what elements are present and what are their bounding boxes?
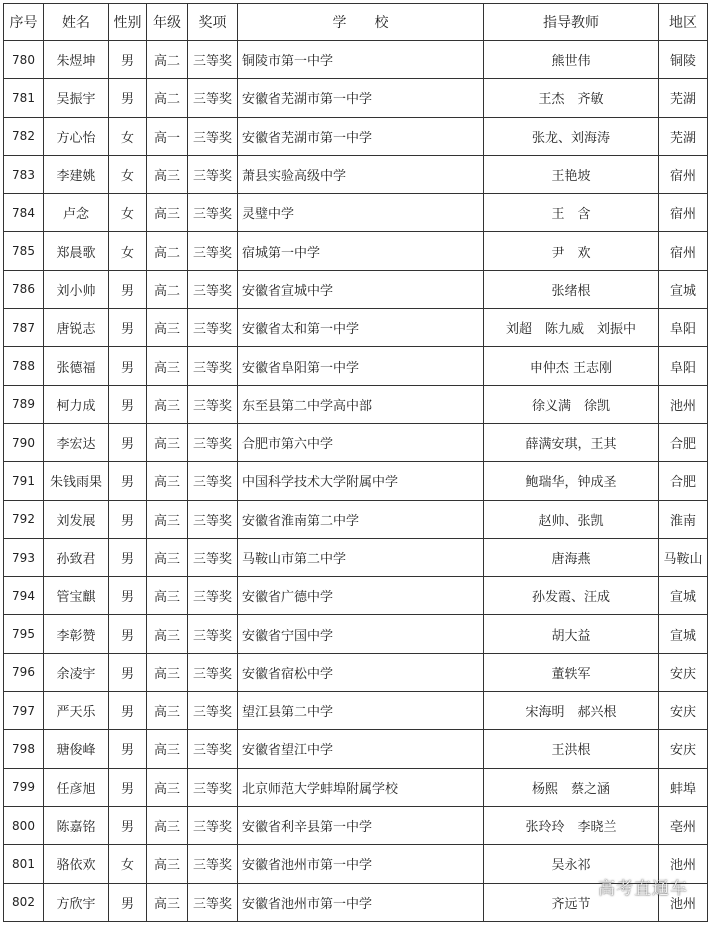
cell-gender: 男 — [109, 423, 147, 461]
cell-teacher: 王艳坡 — [484, 155, 659, 193]
cell-award: 三等奖 — [188, 41, 238, 79]
cell-grade: 高三 — [147, 692, 188, 730]
cell-name: 刘发展 — [44, 500, 109, 538]
cell-no: 787 — [4, 309, 44, 347]
cell-no: 794 — [4, 577, 44, 615]
cell-no: 798 — [4, 730, 44, 768]
cell-no: 789 — [4, 385, 44, 423]
cell-teacher: 张绪根 — [484, 270, 659, 308]
cell-name: 吴振宇 — [44, 79, 109, 117]
cell-name: 严天乐 — [44, 692, 109, 730]
cell-name: 刘小帅 — [44, 270, 109, 308]
cell-school: 安徽省宿松中学 — [238, 653, 484, 691]
cell-gender: 女 — [109, 155, 147, 193]
cell-grade: 高三 — [147, 347, 188, 385]
cell-name: 李建姚 — [44, 155, 109, 193]
table-row — [4, 653, 708, 691]
cell-grade: 高二 — [147, 41, 188, 79]
cell-grade: 高二 — [147, 79, 188, 117]
table-row — [4, 577, 708, 615]
table-row — [4, 538, 708, 576]
cell-gender: 男 — [109, 347, 147, 385]
cell-region: 阜阳 — [659, 347, 708, 385]
cell-award: 三等奖 — [188, 845, 238, 883]
cell-grade: 高三 — [147, 194, 188, 232]
cell-award: 三等奖 — [188, 423, 238, 461]
cell-teacher: 赵帅、张凯 — [484, 500, 659, 538]
header-region: 地区 — [659, 4, 708, 41]
cell-no: 784 — [4, 194, 44, 232]
table-header-row — [4, 4, 708, 41]
cell-name: 郑晨歌 — [44, 232, 109, 270]
cell-no: 790 — [4, 423, 44, 461]
cell-gender: 男 — [109, 500, 147, 538]
cell-teacher: 王洪根 — [484, 730, 659, 768]
cell-grade: 高二 — [147, 270, 188, 308]
cell-name: 柯力成 — [44, 385, 109, 423]
cell-teacher: 吴永祁 — [484, 845, 659, 883]
cell-region: 安庆 — [659, 692, 708, 730]
cell-no: 786 — [4, 270, 44, 308]
cell-teacher: 王 含 — [484, 194, 659, 232]
cell-no: 780 — [4, 41, 44, 79]
cell-award: 三等奖 — [188, 730, 238, 768]
cell-region: 池州 — [659, 883, 708, 921]
cell-award: 三等奖 — [188, 79, 238, 117]
header-name: 姓名 — [44, 4, 109, 41]
cell-name: 朱钱雨果 — [44, 462, 109, 500]
table-row — [4, 194, 708, 232]
cell-name: 管宝麒 — [44, 577, 109, 615]
cell-region: 芜湖 — [659, 79, 708, 117]
table-row — [4, 309, 708, 347]
cell-award: 三等奖 — [188, 270, 238, 308]
cell-gender: 男 — [109, 538, 147, 576]
cell-name: 陈嘉铭 — [44, 806, 109, 844]
cell-name: 方心怡 — [44, 117, 109, 155]
cell-school: 中国科学技术大学附属中学 — [238, 462, 484, 500]
cell-school: 宿城第一中学 — [238, 232, 484, 270]
cell-name: 张德福 — [44, 347, 109, 385]
header-no: 序号 — [4, 4, 44, 41]
cell-school: 望江县第二中学 — [238, 692, 484, 730]
cell-gender: 女 — [109, 194, 147, 232]
cell-grade: 高三 — [147, 385, 188, 423]
cell-teacher: 唐海燕 — [484, 538, 659, 576]
cell-region: 宣城 — [659, 615, 708, 653]
cell-no: 800 — [4, 806, 44, 844]
cell-grade: 高三 — [147, 538, 188, 576]
cell-name: 方欣宇 — [44, 883, 109, 921]
cell-no: 795 — [4, 615, 44, 653]
cell-award: 三等奖 — [188, 385, 238, 423]
cell-region: 蚌埠 — [659, 768, 708, 806]
cell-award: 三等奖 — [188, 577, 238, 615]
cell-teacher: 申仲杰 王志刚 — [484, 347, 659, 385]
table-row — [4, 270, 708, 308]
cell-grade: 高三 — [147, 806, 188, 844]
table-row — [4, 423, 708, 461]
cell-region: 安庆 — [659, 730, 708, 768]
cell-region: 淮南 — [659, 500, 708, 538]
cell-teacher: 齐远节 — [484, 883, 659, 921]
cell-grade: 高三 — [147, 845, 188, 883]
cell-region: 宣城 — [659, 577, 708, 615]
cell-gender: 男 — [109, 806, 147, 844]
cell-teacher: 宋海明 郝兴根 — [484, 692, 659, 730]
cell-gender: 男 — [109, 692, 147, 730]
cell-name: 余凌宇 — [44, 653, 109, 691]
cell-region: 合肥 — [659, 462, 708, 500]
table-row — [4, 730, 708, 768]
cell-gender: 男 — [109, 653, 147, 691]
cell-gender: 男 — [109, 883, 147, 921]
cell-region: 池州 — [659, 385, 708, 423]
cell-award: 三等奖 — [188, 692, 238, 730]
cell-award: 三等奖 — [188, 883, 238, 921]
watermark-text: 高考直通车 — [598, 879, 688, 899]
cell-award: 三等奖 — [188, 194, 238, 232]
cell-school: 安徽省利辛县第一中学 — [238, 806, 484, 844]
cell-no: 801 — [4, 845, 44, 883]
header-award: 奖项 — [188, 4, 238, 41]
table-row — [4, 41, 708, 79]
cell-name: 任彦旭 — [44, 768, 109, 806]
cell-teacher: 孙发霞、汪成 — [484, 577, 659, 615]
cell-region: 安庆 — [659, 653, 708, 691]
cell-award: 三等奖 — [188, 500, 238, 538]
cell-award: 三等奖 — [188, 347, 238, 385]
cell-grade: 高三 — [147, 577, 188, 615]
table-row — [4, 692, 708, 730]
cell-gender: 男 — [109, 385, 147, 423]
cell-region: 宿州 — [659, 194, 708, 232]
cell-name: 瑭俊峰 — [44, 730, 109, 768]
cell-no: 802 — [4, 883, 44, 921]
cell-school: 东至县第二中学高中部 — [238, 385, 484, 423]
table-row — [4, 385, 708, 423]
cell-school: 安徽省池州市第一中学 — [238, 883, 484, 921]
header-grade: 年级 — [147, 4, 188, 41]
cell-school: 安徽省宁国中学 — [238, 615, 484, 653]
cell-school: 安徽省阜阳第一中学 — [238, 347, 484, 385]
table-row — [4, 500, 708, 538]
table-row — [4, 117, 708, 155]
cell-no: 793 — [4, 538, 44, 576]
cell-region: 池州 — [659, 845, 708, 883]
table-row — [4, 806, 708, 844]
cell-grade: 高三 — [147, 653, 188, 691]
cell-teacher: 胡大益 — [484, 615, 659, 653]
header-gender: 性别 — [109, 4, 147, 41]
cell-name: 李彰赞 — [44, 615, 109, 653]
table-row — [4, 79, 708, 117]
cell-gender: 男 — [109, 615, 147, 653]
cell-grade: 高三 — [147, 768, 188, 806]
table-row — [4, 232, 708, 270]
cell-region: 亳州 — [659, 806, 708, 844]
cell-teacher: 薛满安琪，王其 — [484, 423, 659, 461]
cell-school: 安徽省池州市第一中学 — [238, 845, 484, 883]
cell-school: 安徽省望江中学 — [238, 730, 484, 768]
cell-no: 783 — [4, 155, 44, 193]
cell-region: 宿州 — [659, 232, 708, 270]
cell-no: 788 — [4, 347, 44, 385]
cell-no: 782 — [4, 117, 44, 155]
header-school: 学 校 — [238, 4, 484, 41]
cell-grade: 高三 — [147, 615, 188, 653]
table-body — [4, 41, 708, 922]
cell-school: 安徽省太和第一中学 — [238, 309, 484, 347]
table-row — [4, 615, 708, 653]
cell-no: 781 — [4, 79, 44, 117]
cell-no: 797 — [4, 692, 44, 730]
cell-school: 灵璧中学 — [238, 194, 484, 232]
table-row — [4, 347, 708, 385]
table-row — [4, 155, 708, 193]
cell-award: 三等奖 — [188, 117, 238, 155]
cell-teacher: 杨熙 蔡之涵 — [484, 768, 659, 806]
cell-no: 799 — [4, 768, 44, 806]
cell-region: 合肥 — [659, 423, 708, 461]
cell-school: 马鞍山市第二中学 — [238, 538, 484, 576]
cell-name: 卢念 — [44, 194, 109, 232]
cell-award: 三等奖 — [188, 768, 238, 806]
cell-school: 铜陵市第一中学 — [238, 41, 484, 79]
cell-grade: 高三 — [147, 155, 188, 193]
cell-region: 宿州 — [659, 155, 708, 193]
cell-award: 三等奖 — [188, 615, 238, 653]
cell-grade: 高三 — [147, 883, 188, 921]
cell-grade: 高一 — [147, 117, 188, 155]
cell-grade: 高三 — [147, 462, 188, 500]
cell-award: 三等奖 — [188, 538, 238, 576]
cell-grade: 高三 — [147, 500, 188, 538]
cell-gender: 女 — [109, 845, 147, 883]
cell-teacher: 徐义满 徐凯 — [484, 385, 659, 423]
cell-teacher: 尹 欢 — [484, 232, 659, 270]
cell-no: 785 — [4, 232, 44, 270]
cell-award: 三等奖 — [188, 155, 238, 193]
header-teacher: 指导教师 — [484, 4, 659, 41]
cell-gender: 男 — [109, 577, 147, 615]
cell-teacher: 王杰 齐敏 — [484, 79, 659, 117]
cell-award: 三等奖 — [188, 653, 238, 691]
cell-gender: 男 — [109, 270, 147, 308]
cell-grade: 高二 — [147, 232, 188, 270]
cell-teacher: 张龙、刘海涛 — [484, 117, 659, 155]
cell-gender: 男 — [109, 462, 147, 500]
cell-region: 马鞍山 — [659, 538, 708, 576]
cell-gender: 男 — [109, 768, 147, 806]
cell-gender: 男 — [109, 79, 147, 117]
cell-grade: 高三 — [147, 730, 188, 768]
cell-school: 北京师范大学蚌埠附属学校 — [238, 768, 484, 806]
cell-school: 合肥市第六中学 — [238, 423, 484, 461]
cell-name: 朱煜坤 — [44, 41, 109, 79]
cell-teacher: 熊世伟 — [484, 41, 659, 79]
cell-school: 萧县实验高级中学 — [238, 155, 484, 193]
cell-region: 芜湖 — [659, 117, 708, 155]
cell-school: 安徽省广德中学 — [238, 577, 484, 615]
cell-teacher: 刘超 陈九威 刘振中 — [484, 309, 659, 347]
cell-no: 792 — [4, 500, 44, 538]
award-roster-table — [3, 3, 708, 922]
cell-gender: 男 — [109, 730, 147, 768]
cell-award: 三等奖 — [188, 309, 238, 347]
cell-grade: 高三 — [147, 423, 188, 461]
cell-school: 安徽省芜湖市第一中学 — [238, 117, 484, 155]
cell-award: 三等奖 — [188, 806, 238, 844]
cell-school: 安徽省淮南第二中学 — [238, 500, 484, 538]
cell-region: 铜陵 — [659, 41, 708, 79]
cell-school: 安徽省宣城中学 — [238, 270, 484, 308]
cell-award: 三等奖 — [188, 232, 238, 270]
cell-no: 791 — [4, 462, 44, 500]
cell-name: 李宏达 — [44, 423, 109, 461]
cell-name: 孙致君 — [44, 538, 109, 576]
cell-gender: 女 — [109, 117, 147, 155]
cell-gender: 男 — [109, 309, 147, 347]
cell-teacher: 董轶军 — [484, 653, 659, 691]
cell-no: 796 — [4, 653, 44, 691]
cell-name: 唐锐志 — [44, 309, 109, 347]
cell-teacher: 张玲玲 李晓兰 — [484, 806, 659, 844]
cell-name: 骆依欢 — [44, 845, 109, 883]
cell-region: 宣城 — [659, 270, 708, 308]
cell-school: 安徽省芜湖市第一中学 — [238, 79, 484, 117]
cell-region: 阜阳 — [659, 309, 708, 347]
cell-award: 三等奖 — [188, 462, 238, 500]
cell-teacher: 鲍瑞华，钟成圣 — [484, 462, 659, 500]
cell-gender: 女 — [109, 232, 147, 270]
table-row — [4, 768, 708, 806]
table-row — [4, 462, 708, 500]
cell-gender: 男 — [109, 41, 147, 79]
cell-grade: 高三 — [147, 309, 188, 347]
